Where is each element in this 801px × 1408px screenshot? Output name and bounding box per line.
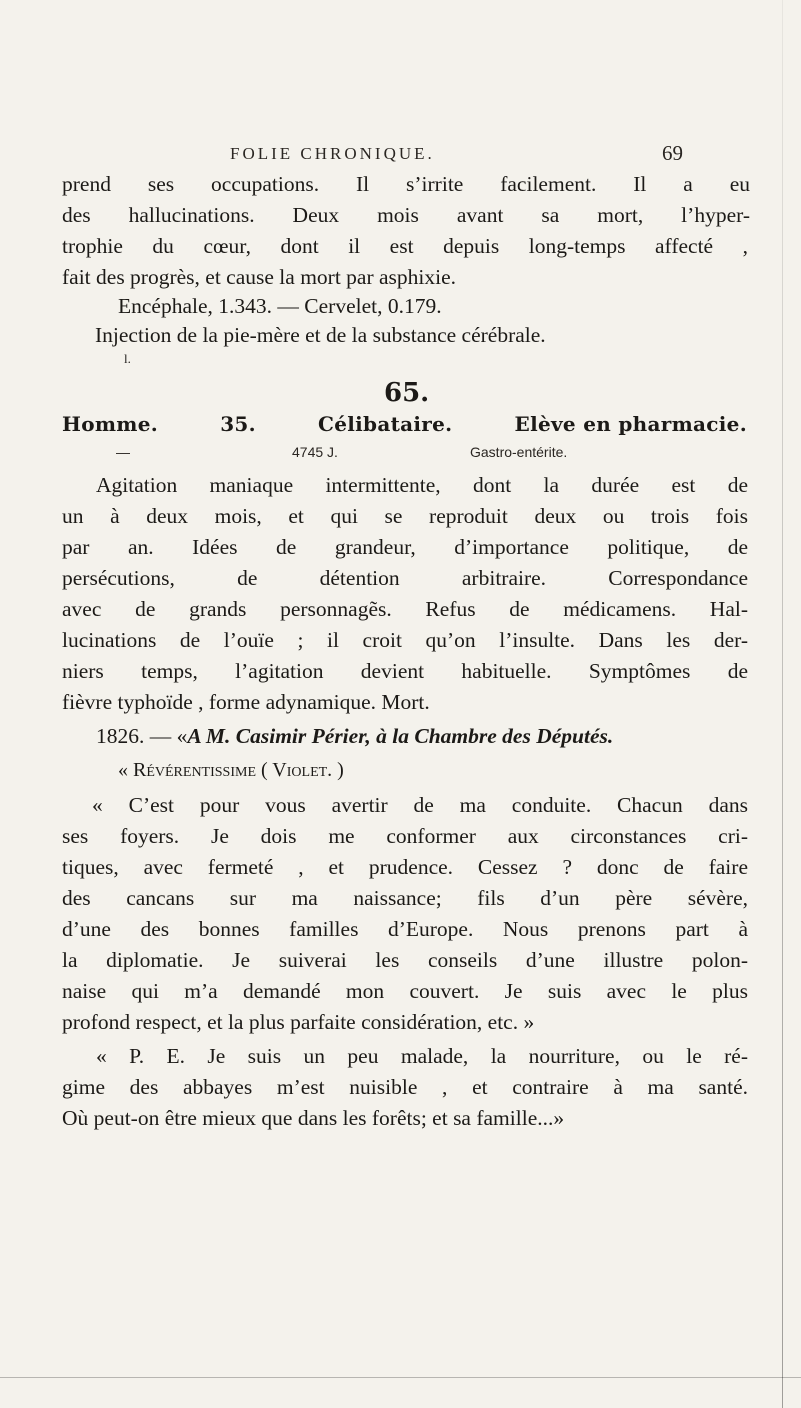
letter-line-8: profond respect, et la plus parfaite considération, etc. » bbox=[62, 1010, 535, 1034]
letter-line-2: ses foyers. Je dois me conformer aux circonstances cri- bbox=[62, 824, 748, 848]
letter-salutation: « Révérentissime ( Violet. ) bbox=[118, 759, 344, 781]
page-number: 69 bbox=[662, 141, 683, 165]
page-edge-bottom bbox=[0, 1377, 801, 1378]
postscript-line-1: « P. E. Je suis un peu malade, la nourriture, ou le ré- bbox=[96, 1044, 748, 1068]
description-line-4: persécutions, de détention arbitraire. Correspondance bbox=[62, 566, 748, 590]
postscript-line-2: gime des abbayes m’est nuisible , et contraire à ma santé. bbox=[62, 1075, 748, 1099]
intro-line-3: trophie du cœur, dont il est depuis long-temps affecté , bbox=[62, 234, 748, 258]
intro-line-1: prend ses occupations. Il s’irrite facilement. Il a eu bbox=[62, 172, 750, 196]
description-line-6: lucinations de l’ouïe ; il croit qu’on l’insulte. Dans les der- bbox=[62, 628, 748, 652]
case-number: 65. bbox=[384, 378, 430, 408]
case-heading bbox=[62, 412, 747, 436]
intro-line-4: fait des progrès, et cause la mort par asphixie. bbox=[62, 265, 457, 289]
case-register: 4745 J. bbox=[292, 444, 338, 460]
page-edge-right bbox=[782, 0, 783, 1408]
description-line-3: par an. Idées de grandeur, d’importance politique, de bbox=[62, 535, 748, 559]
description-line-7: niers temps, l’agitation devient habituelle. Symptômes de bbox=[62, 659, 748, 683]
injection-note: Injection de la pie-mère et de la substance cérébrale. bbox=[95, 323, 546, 347]
description-line-8: fièvre typhoïde , forme adynamique. Mort. bbox=[62, 690, 430, 714]
postscript-line-3: Où peut-on être mieux que dans les forêts; et sa famille...» bbox=[62, 1106, 565, 1130]
letter-line-3: tiques, avec fermeté , et prudence. Cessez ? donc de faire bbox=[62, 855, 748, 879]
letter-header bbox=[96, 726, 613, 748]
intro-line-2: des hallucinations. Deux mois avant sa mort, l’hyper- bbox=[62, 203, 750, 227]
letter-line-4: des cancans sur ma naissance; fils d’un père sévère, bbox=[62, 886, 748, 910]
description-line-1: Agitation maniaque intermittente, dont la durée est de bbox=[96, 473, 748, 497]
letter-address: A M. Casimir Périer, à la Chambre des Députés. bbox=[187, 724, 614, 748]
description-line-5: avec de grands personnagẽs. Refus de médicamens. Hal- bbox=[62, 597, 748, 621]
case-dash: — bbox=[116, 444, 130, 460]
letter-line-1: « C’est pour vous avertir de ma conduite. Chacun dans bbox=[92, 793, 748, 817]
letter-line-6: la diplomatie. Je suiverai les conseils d’une illustre polon- bbox=[62, 948, 748, 972]
case-status: Célibataire. bbox=[318, 412, 453, 436]
running-head: FOLIE CHRONIQUE. bbox=[230, 144, 435, 163]
letter-line-7: naise qui m’a demandé mon couvert. Je suis avec le plus bbox=[62, 979, 748, 1003]
description-line-2: un à deux mois, et qui se reproduit deux ou trois fois bbox=[62, 504, 748, 528]
case-profession: Elève en pharmacie. bbox=[514, 412, 747, 436]
letter-year: 1826. — « bbox=[96, 724, 188, 748]
case-sex: Homme. bbox=[62, 412, 159, 436]
brain-weights: Encéphale, 1.343. — Cervelet, 0.179. bbox=[118, 294, 442, 318]
case-age: 35. bbox=[220, 412, 256, 436]
letter-line-5: d’une des bonnes familles d’Europe. Nous prenons part à bbox=[62, 917, 748, 941]
stray-mark: l. bbox=[124, 351, 131, 366]
case-cause: Gastro-entérite. bbox=[470, 444, 568, 460]
